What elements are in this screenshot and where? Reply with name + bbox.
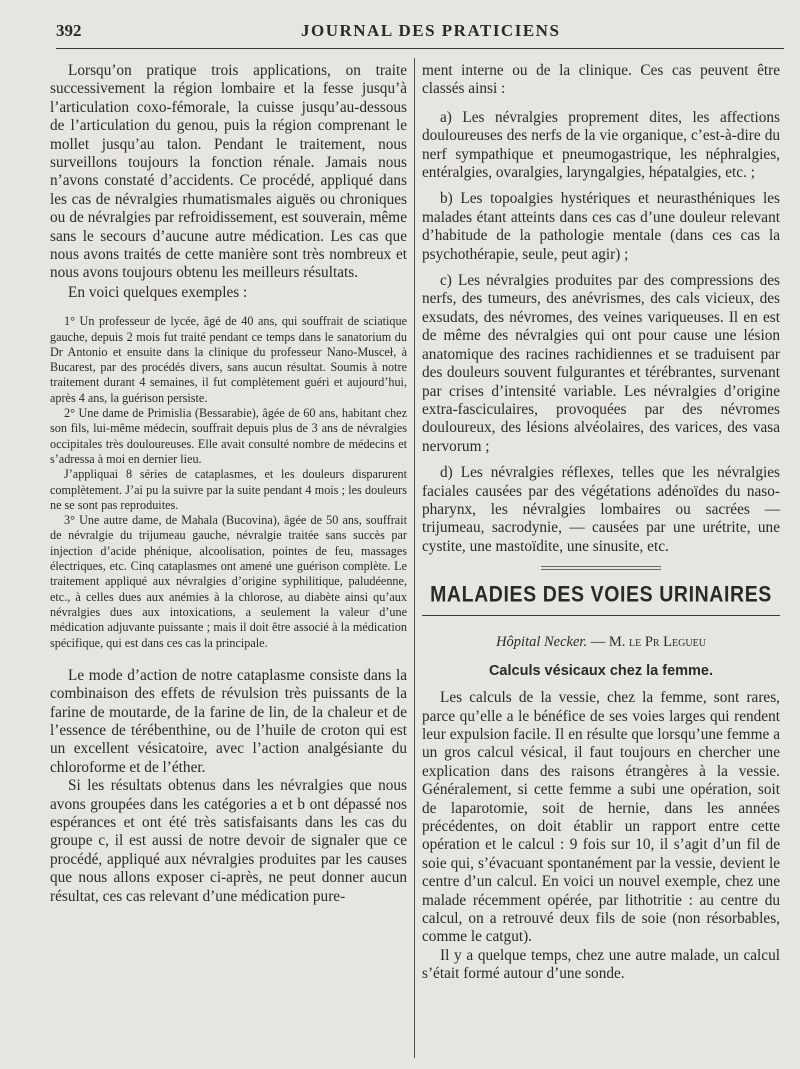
byline	[422, 634, 780, 651]
article-subtitle: Calculs vésicaux chez la femme.	[488, 663, 714, 680]
right-column	[422, 62, 780, 984]
paragraph: Les calculs de la vessie, chez la femme, sont rares, parce qu’elle a le bénéfice de ses voies larges qui rendent leur expulsion facile. Il en résulte que lorsqu’une femme a un gros calcul vésical, il faut toujours en chercher une explication dans des raisons étrangères à la vessie. Généralement, si cette femme a subi une opération, soit de laparotomie, soit de hernie, dans les années précédentes, on doit établir un rapport entre cette opération et le calcul : 9 fois sur 10, il s’agit d’un fil de soie qui, s’évacuant spontanément par la vessie, devient le centre d’un calcul. En voici un nouvel exemple, chez une malade récemment opérée, par lithotritie : au centre du calcul, on a retrouvé deux fils de soie (non résorbables, comme le catgut).	[422, 689, 780, 946]
list-item-c: c) Les névralgies produites par des compressions des nerfs, des tumeurs, des anévrismes, des cals vicieux, des exsudats, des névromes, des veines variqueuses. Il en est de même des névralgies qui ont pour cause une lésion anatomique des racines rachidiennes et se traduisent par des douleurs souvent fulgurantes et térébrantes, survenant par crises d’intensité variable. Les névralgies d’origine extra-fasciculaires, provoquées par des névromes douloureux, des lésions alvéolaires, des varices, des vasa nervorum ;	[422, 272, 780, 455]
paragraph: ment interne ou de la clinique. Ces cas peuvent être classés ainsi :	[422, 62, 780, 98]
header-rule	[56, 48, 784, 49]
list-item-a: a) Les névralgies proprement dites, les affections douloureuses des nerfs de la vie organique, c’est-à-dire du nerf sympathique et pneumogastrique, les néphralgies, entéralgies, ovaralgies, laryngalgies, hépatalgies, etc. ;	[422, 108, 780, 182]
section-rule	[422, 615, 780, 616]
section-title: MALADIES DES VOIES URINAIRES	[430, 582, 772, 608]
byline-hospital: Hôpital Necker.	[496, 634, 588, 651]
journal-title: JOURNAL DES PRATICIENS	[301, 21, 561, 40]
example-paragraph: 3° Une autre dame, de Mahala (Bucovina), âgée de 50 ans, souffrait de névralgie du trijumeau gauche, névralgie traitée sans succès par injection d’acide phénique, alcoolisation, pointes de feu, massages électriques, etc. Cinq cataplasmes ont amené une guérison complète. Le traitement appliqué aux névralgies d’origine syphilitique, paludéenne, etc., à celles dues aux anémies à la chlorose, au diabète ainsi qu’aux névralgies dues aux intoxications, a seulement la valeur d’une médication adjuvante puissante ; mais il doit être associé à la médication spécifique, qui est dans ces cas la principale.	[50, 513, 407, 650]
byline-author: — M. le Pr Legueu	[590, 634, 706, 651]
list-item-b: b) Les topoalgies hystériques et neurasthéniques les malades étant atteints dans ces cas d’une douleur relevant d’habitude de la pathologie mentale (dans ces cas la psychothérapie, seule, peut agir) ;	[422, 190, 780, 263]
example-paragraph: 2° Une dame de Primislia (Bessarabie), âgée de 60 ans, habitant chez son fils, lui-même médecin, souffrait depuis plus de 3 ans de névralgies occipitales très douloureuses. Elle avait consulté nombre de médecins et s’adressa à moi en dernier lieu.	[50, 406, 407, 466]
section-ornament	[541, 566, 661, 570]
paragraph: Le mode d’action de notre cataplasme consiste dans la combinaison des effets de révulsion très puissants de la farine de moutarde, de la farine de lin, de la chaleur et de l’essence de térébenthine, ou de l’huile de croton qui est un excellent vésicatoire, avec l’action analgésiante du chloroforme et de l’éther.	[50, 666, 407, 776]
page-number: 392	[56, 21, 82, 40]
page-header	[56, 18, 780, 44]
paragraph: Il y a quelque temps, chez une autre malade, un calcul s’était formé autour d’une sonde.	[422, 946, 780, 983]
paragraph: Si les résultats obtenus dans les névralgies que nous avons groupées dans les catégories a et b ont dépassé nos espérances et ont été très satisfaisants dans les cas du groupe c, il est aussi de notre devoir de signaler que ce procédé, appliqué aux névralgies produites par les causes que nous allons exposer ci-après, ne peut donner aucun résultat, ces cas relevant d’une médication pure-	[50, 777, 407, 905]
paragraph: Lorsqu’on pratique trois applications, on traite successivement la région lombaire et la fesse jusqu’à l’articulation coxo-fémorale, la cuisse jusqu’au-dessous de l’articulation du genou, puis la région comprenant le mollet jusqu’au talon. Pendant le traitement, nous surveillons toujours la fonction rénale. Jamais nous n’avons constaté d’accidents. Ce procédé, appliqué dans les cas de névralgies rhumatismales aiguës ou chroniques ou de névralgies par refroidissement, est souverain, même sans le secours d’aucune autre médication. Les cas que nous avons traités de cette manière sont très nombreux et nous avons toujours obtenu les meilleurs résultats.	[50, 62, 407, 282]
column-divider	[414, 58, 415, 1058]
left-column	[50, 62, 407, 906]
paragraph: En voici quelques exemples :	[68, 283, 248, 301]
list-item-d: d) Les névralgies réflexes, telles que les névralgies faciales causées par des végétations adénoïdes du naso-pharynx, les névralgies lombaires ou sacrées — trijumeau, sacrodynie, — causées par une urétrite, une cystite, une mastoïdite, une sinusite, etc.	[422, 464, 780, 555]
example-paragraph: J’appliquai 8 séries de cataplasmes, et les douleurs disparurent complètement. J’ai pu la suivre par la suite pendant 4 mois ; les douleurs ne se sont pas reproduites.	[50, 467, 407, 512]
example-paragraph: 1° Un professeur de lycée, âgé de 40 ans, qui souffrait de sciatique gauche, depuis 2 mois fut traité pendant ce temps dans le sanatorium du Dr Antonio et ensuite dans la clinique du professeur Nano-Musceł, à Bucarest, par des procédés divers, sans aucun résultat. Soumis à notre traitement durant 4 semaines, il fut complètement guéri et aujourd’hui, après 4 ans, la guérison persiste.	[50, 314, 407, 405]
